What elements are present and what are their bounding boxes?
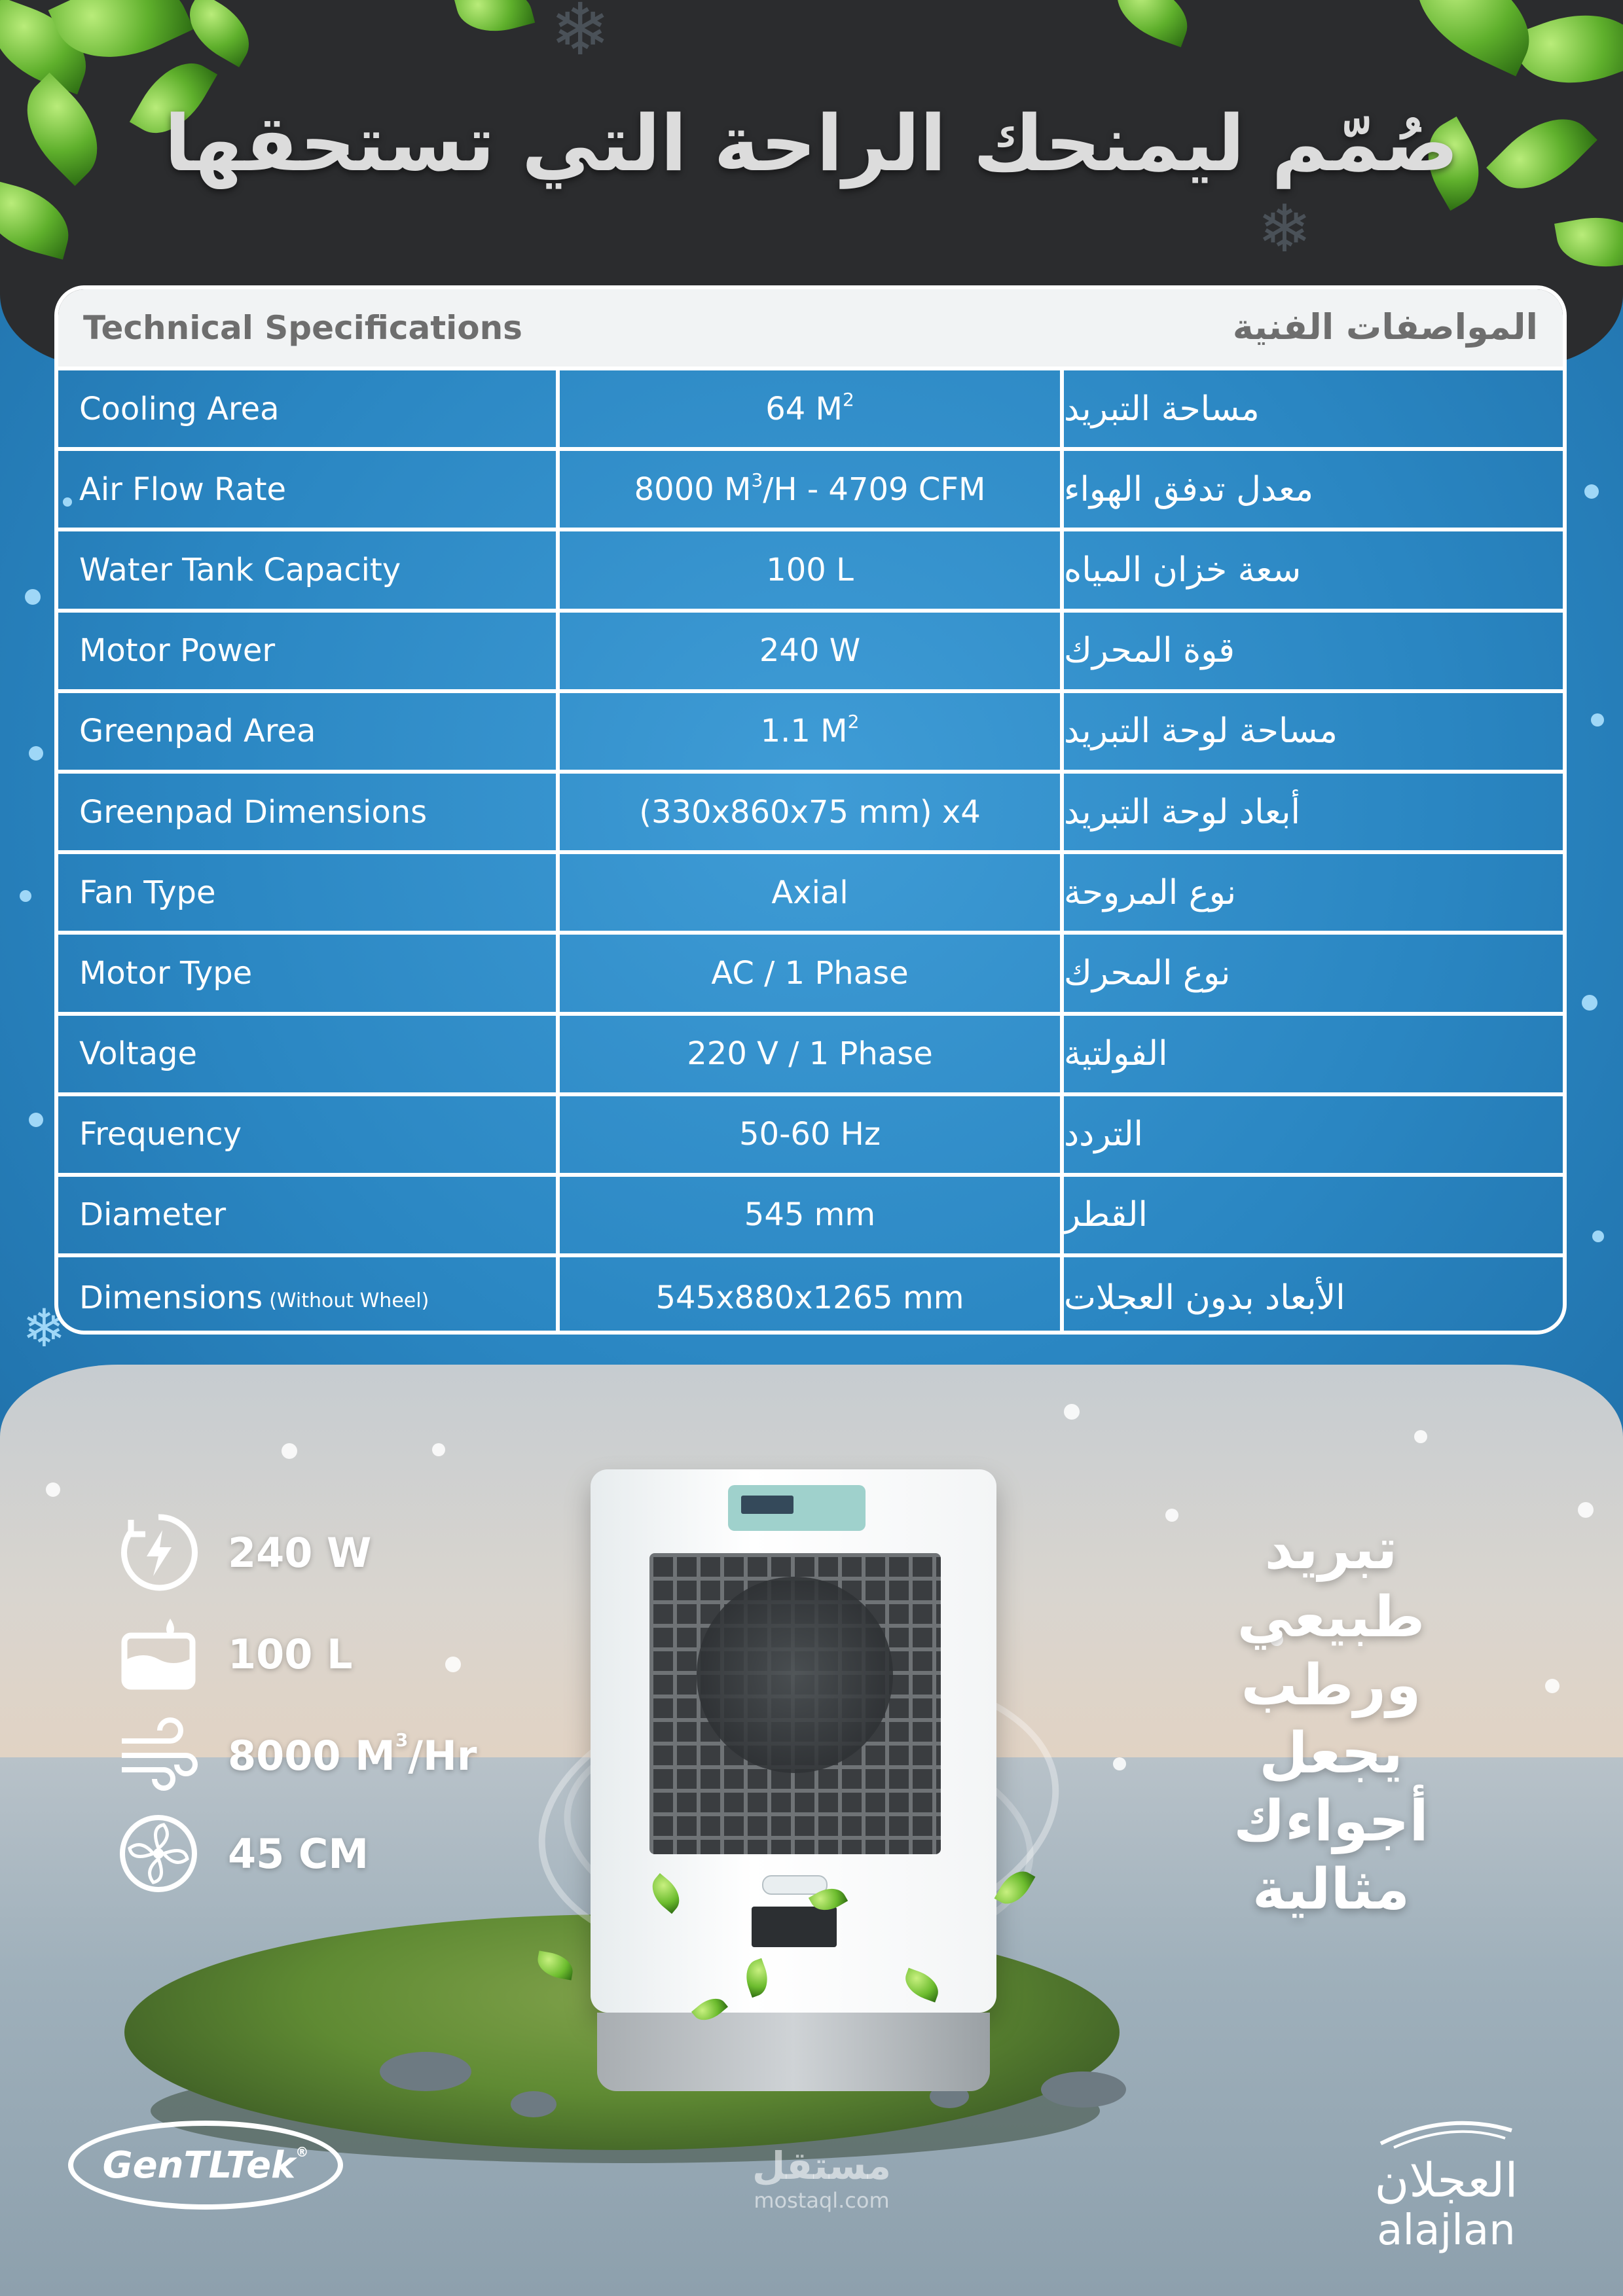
spec-value: 220 V / 1 Phase [560, 1016, 1064, 1092]
spec-value: (330x860x75 mm) x4 [560, 774, 1064, 850]
fan-blade [697, 1577, 893, 1773]
alajlan-ar: العجلان [1374, 2153, 1518, 2208]
control-panel [728, 1485, 866, 1531]
spec-row [58, 935, 1563, 1015]
bubble-decoration [25, 589, 41, 605]
bubble-decoration [20, 890, 31, 902]
gentltek-logo [68, 2121, 343, 2210]
tagline-line: طبيعي [1237, 1585, 1425, 1650]
rock-decoration [511, 2091, 556, 2117]
spec-label-ar: مساحة التبريد [1064, 389, 1260, 429]
feature-text: 8000 $M^3/Hr$ [228, 1729, 477, 1780]
spec-label-en: Diameter [58, 1177, 560, 1253]
spec-label-ar: نوع المروحة [1064, 872, 1237, 912]
mostaql-watermark [714, 2144, 930, 2213]
snow-dot-decoration [445, 1657, 461, 1672]
tagline-line: ورطب [1241, 1653, 1421, 1718]
spec-row [58, 774, 1563, 854]
spec-row [58, 1257, 1563, 1335]
feature-text: 45 CM [228, 1829, 369, 1878]
spec-value: Axial [560, 854, 1064, 931]
spec-title-en: Technical Specifications [83, 309, 522, 347]
brand-name: GenTLTek [102, 2144, 296, 2187]
leaf-decoration [0, 179, 78, 259]
spec-label-ar: معدل تدفق الهواء [1064, 469, 1314, 509]
feature-tank [118, 1613, 353, 1695]
spec-label-en: Fan Type [58, 854, 560, 931]
feature-airflow [118, 1715, 477, 1796]
spec-value: 545x880x1265 mm [560, 1257, 1064, 1335]
fan-grille [649, 1553, 941, 1854]
spec-value: AC / 1 Phase [560, 935, 1064, 1011]
spec-value: 545 mm [560, 1177, 1064, 1253]
tagline-line: يجعل [1259, 1721, 1403, 1786]
spec-label-en: Air Flow Rate [58, 451, 560, 528]
cooler-body [591, 1469, 996, 2013]
tagline-line: أجواءك [1233, 1789, 1429, 1854]
snow-dot-decoration [1578, 1502, 1594, 1518]
feature-power [118, 1512, 371, 1593]
feature-text: 100 L [228, 1630, 353, 1678]
snowflake-icon: ❄ [22, 1298, 67, 1359]
spec-row [58, 1016, 1563, 1096]
snowflake-icon: ❄ [1257, 190, 1312, 267]
spec-label-ar: التردد [1064, 1115, 1143, 1155]
spec-row [58, 451, 1563, 531]
spec-label-ar: قوة المحرك [1064, 631, 1235, 671]
tagline-line: تبريد [1264, 1516, 1398, 1582]
spec-row [58, 370, 1563, 451]
spec-label-en: Dimensions (Without Wheel) [58, 1257, 560, 1335]
leaf-decoration [454, 0, 535, 41]
spec-row [58, 613, 1563, 693]
snow-dot-decoration [1545, 1679, 1559, 1693]
spec-value: 240 W [560, 613, 1064, 689]
spec-label-ar: القطر [1064, 1195, 1148, 1235]
bubble-decoration [29, 1113, 43, 1127]
air-flow-icon [118, 1715, 199, 1796]
water-tank-base [597, 2013, 990, 2091]
spec-label-en: Motor Type [58, 935, 560, 1011]
spec-label-ar: نوع المحرك [1064, 953, 1231, 993]
spec-label-ar: الأبعاد بدون العجلات [1064, 1278, 1345, 1318]
tagline-line: مثالية [1252, 1857, 1410, 1922]
alajlan-wing-icon [1374, 2117, 1518, 2150]
bubble-decoration [1592, 1230, 1604, 1242]
spec-label-ar: سعة خزان المياه [1064, 550, 1302, 590]
spec-label-ar: الفولتية [1064, 1034, 1168, 1074]
spec-label-en: Cooling Area [58, 370, 560, 447]
spec-label-ar: مساحة لوحة التبريد [1064, 711, 1338, 751]
water-level-window [752, 1907, 837, 1947]
watermark-en: mostaql.com [754, 2188, 890, 2213]
snow-dot-decoration [1113, 1757, 1126, 1770]
spec-title-ar: المواصفات الفنية [1232, 306, 1538, 348]
spec-label-ar: أبعاد لوحة التبريد [1064, 792, 1300, 832]
spec-row [58, 693, 1563, 774]
snowflake-icon: ❄ [550, 0, 611, 71]
rock-decoration [1041, 2072, 1126, 2108]
spec-rows [58, 370, 1563, 1335]
product-scene [0, 1365, 1623, 2296]
spec-table [54, 285, 1567, 1335]
rock-decoration [380, 2052, 471, 2091]
spec-row [58, 531, 1563, 612]
snow-dot-decoration [282, 1443, 297, 1459]
spec-value: 8000 M $^3$ /H - 4709 CFM [560, 451, 1064, 528]
water-tank-icon [118, 1613, 199, 1695]
spec-value: 100 L [560, 531, 1064, 608]
leaf-decoration [1107, 0, 1197, 47]
headline: صُمّم ليمنحك الراحة التي تستحقها [164, 98, 1459, 188]
registered-mark: ® [295, 2144, 309, 2160]
spec-label-en: Greenpad Area [58, 693, 560, 770]
snow-dot-decoration [432, 1443, 445, 1456]
leaf-decoration [1554, 209, 1623, 275]
alajlan-en: alajlan [1377, 2206, 1516, 2255]
spec-row [58, 1096, 1563, 1177]
spec-label-en: Frequency [58, 1096, 560, 1173]
leaf-decoration [177, 0, 262, 67]
spec-row [58, 854, 1563, 935]
spec-value: 50-60 Hz [560, 1096, 1064, 1173]
snow-dot-decoration [46, 1482, 60, 1497]
spec-value: 64 M $^2$ [560, 370, 1064, 447]
feature-fan [118, 1813, 369, 1894]
spec-label-en: Water Tank Capacity [58, 531, 560, 608]
feature-text: 240 W [228, 1528, 372, 1577]
snow-dot-decoration [1064, 1404, 1080, 1420]
tagline [1161, 1515, 1501, 1924]
spec-row [58, 1177, 1563, 1257]
watermark-ar: مستقل [752, 2144, 892, 2188]
spec-label-en: Voltage [58, 1016, 560, 1092]
lcd-display [741, 1496, 793, 1514]
fan-icon [118, 1813, 199, 1894]
power-lightning-icon [118, 1512, 199, 1593]
alajlan-logo [1341, 2117, 1551, 2253]
spec-table-header [58, 289, 1563, 370]
bubble-decoration [1582, 995, 1597, 1011]
snow-dot-decoration [1414, 1430, 1427, 1443]
bubble-decoration [29, 746, 43, 761]
spec-label-en: Greenpad Dimensions [58, 774, 560, 850]
bubble-decoration [1591, 713, 1604, 726]
spec-value: 1.1 M $^2$ [560, 693, 1064, 770]
spec-label-en: Motor Power [58, 613, 560, 689]
spec-label-note: (Without Wheel) [269, 1289, 429, 1313]
bubble-decoration [1584, 484, 1599, 499]
